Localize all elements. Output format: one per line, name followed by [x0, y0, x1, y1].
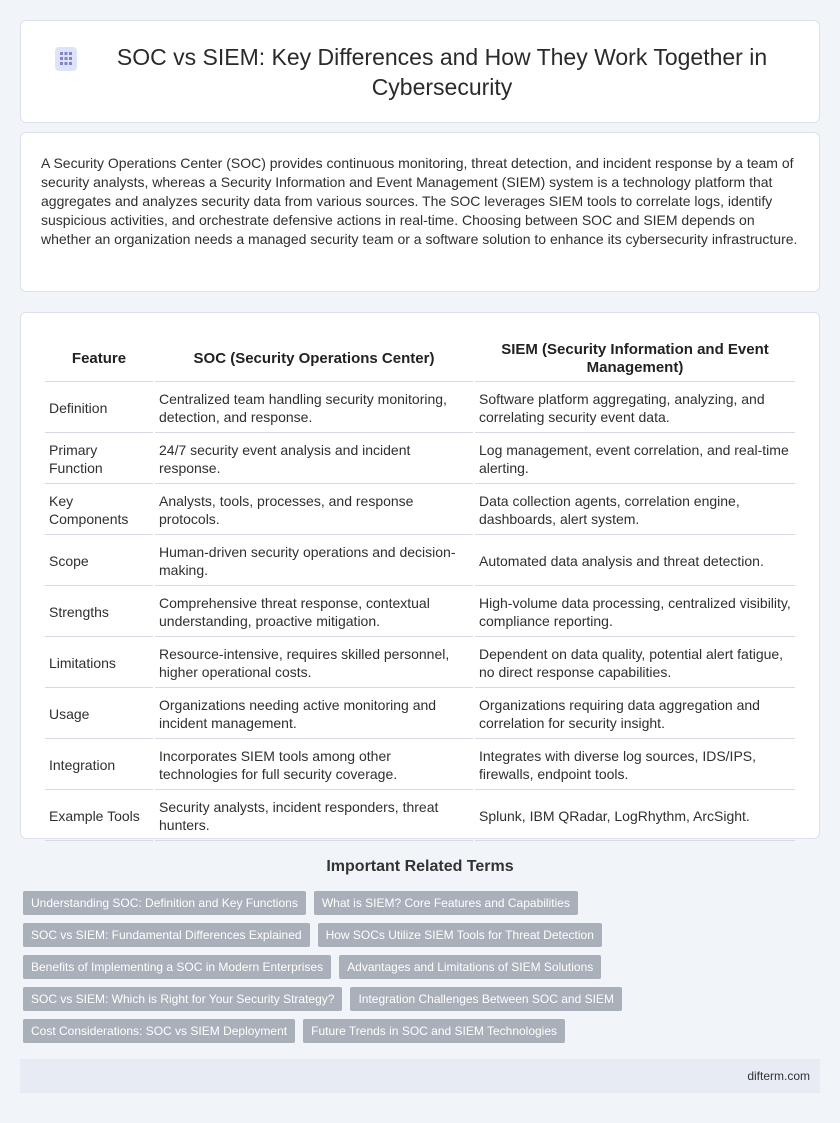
table-row: [45, 690, 795, 739]
siem-cell: Software platform aggregating, analyzing, and correlating security event data.: [475, 384, 795, 433]
table-row: [45, 537, 795, 586]
feature-cell: Strengths: [45, 588, 153, 637]
comparison-table-card: [20, 312, 820, 839]
table-row: [45, 741, 795, 790]
comparison-table: [43, 333, 797, 843]
soc-cell: Human-driven security operations and decision-making.: [155, 537, 473, 586]
siem-cell: Automated data analysis and threat detection.: [475, 537, 795, 586]
siem-cell: Splunk, IBM QRadar, LogRhythm, ArcSight.: [475, 792, 795, 841]
related-term-tag[interactable]: SOC vs SIEM: Which is Right for Your Security Strategy?: [23, 987, 342, 1011]
soc-cell: Centralized team handling security monitoring, detection, and response.: [155, 384, 473, 433]
intro-paragraph: A Security Operations Center (SOC) provides continuous monitoring, threat detection, and incident response by a team of security analysts, whereas a Security Information and Event Management (SIEM) system is a technology platform that aggregates and analyzes security data from various sources. The SOC leverages SIEM tools to correlate logs, identify suspicious activities, and orchestrate defensive actions in real-time. Choosing between SOC and SIEM depends on whether an organization needs a managed security team or a software solution to enhance its cybersecurity infrastructure.: [41, 155, 798, 247]
feature-cell: Usage: [45, 690, 153, 739]
siem-cell: High-volume data processing, centralized visibility, compliance reporting.: [475, 588, 795, 637]
feature-cell: Primary Function: [45, 435, 153, 484]
feature-cell: Key Components: [45, 486, 153, 535]
title-wrap: [21, 21, 819, 122]
related-terms-title: Important Related Terms: [326, 858, 514, 875]
header-card: [20, 20, 820, 123]
table-row: [45, 384, 795, 433]
related-term-tag[interactable]: How SOCs Utilize SIEM Tools for Threat Detection: [318, 923, 602, 947]
related-terms-section: [20, 858, 820, 1043]
related-term-tag[interactable]: SOC vs SIEM: Fundamental Differences Explained: [23, 923, 310, 947]
feature-cell: Definition: [45, 384, 153, 433]
footer: [20, 1059, 820, 1093]
siem-cell: Organizations requiring data aggregation and correlation for security insight.: [475, 690, 795, 739]
intro-card: [20, 132, 820, 292]
column-header-siem: SIEM (Security Information and Event Management): [475, 335, 795, 382]
soc-cell: Resource-intensive, requires skilled personnel, higher operational costs.: [155, 639, 473, 688]
column-header-feature: Feature: [45, 335, 153, 382]
soc-cell: 24/7 security event analysis and incident response.: [155, 435, 473, 484]
table-row: [45, 792, 795, 841]
table-row: [45, 435, 795, 484]
feature-cell: Scope: [45, 537, 153, 586]
siem-cell: Data collection agents, correlation engine, dashboards, alert system.: [475, 486, 795, 535]
page-title: SOC vs SIEM: Key Differences and How They Work Together in Cybersecurity: [116, 43, 768, 100]
table-row: [45, 588, 795, 637]
document-list-icon: [51, 44, 81, 74]
footer-site-link[interactable]: difterm.com: [747, 1069, 810, 1083]
related-terms-tags: [20, 891, 820, 1043]
related-term-tag[interactable]: Cost Considerations: SOC vs SIEM Deployment: [23, 1019, 295, 1043]
soc-cell: Analysts, tools, processes, and response protocols.: [155, 486, 473, 535]
feature-cell: Limitations: [45, 639, 153, 688]
soc-cell: Security analysts, incident responders, threat hunters.: [155, 792, 473, 841]
related-term-tag[interactable]: Benefits of Implementing a SOC in Modern Enterprises: [23, 955, 331, 979]
related-term-tag[interactable]: Understanding SOC: Definition and Key Functions: [23, 891, 306, 915]
related-term-tag[interactable]: Advantages and Limitations of SIEM Solutions: [339, 955, 601, 979]
table-row: [45, 486, 795, 535]
soc-cell: Comprehensive threat response, contextual understanding, proactive mitigation.: [155, 588, 473, 637]
soc-cell: Incorporates SIEM tools among other technologies for full security coverage.: [155, 741, 473, 790]
related-term-tag[interactable]: Integration Challenges Between SOC and SIEM: [350, 987, 621, 1011]
table-header-row: [45, 335, 795, 382]
column-header-soc: SOC (Security Operations Center): [155, 335, 473, 382]
siem-cell: Dependent on data quality, potential alert fatigue, no direct response capabilities.: [475, 639, 795, 688]
related-term-tag[interactable]: Future Trends in SOC and SIEM Technologies: [303, 1019, 565, 1043]
table-row: [45, 639, 795, 688]
siem-cell: Log management, event correlation, and real-time alerting.: [475, 435, 795, 484]
feature-cell: Example Tools: [45, 792, 153, 841]
related-term-tag[interactable]: What is SIEM? Core Features and Capabilities: [314, 891, 578, 915]
soc-cell: Organizations needing active monitoring and incident management.: [155, 690, 473, 739]
siem-cell: Integrates with diverse log sources, IDS/IPS, firewalls, endpoint tools.: [475, 741, 795, 790]
feature-cell: Integration: [45, 741, 153, 790]
